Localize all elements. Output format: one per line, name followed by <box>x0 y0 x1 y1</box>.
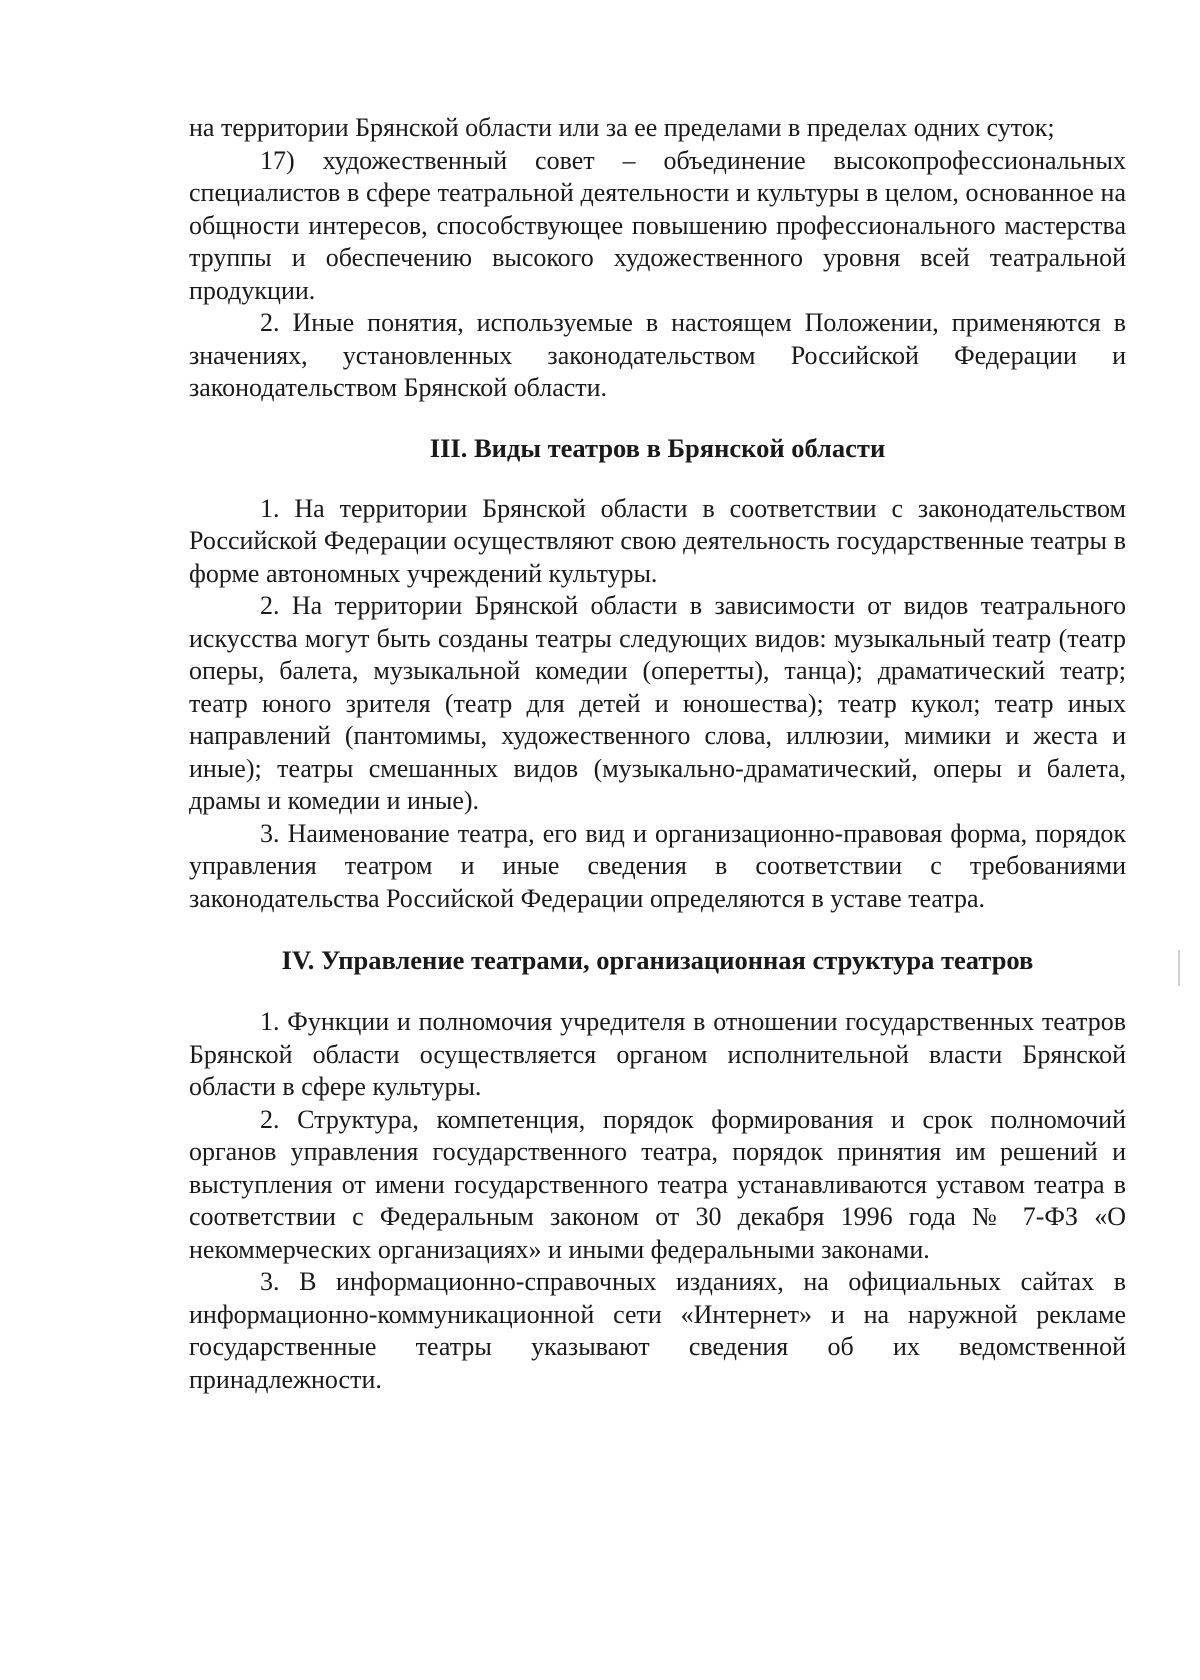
section-4-paragraph-1: 1. Функции и полномочия учредителя в отношении государственных театров Брянской области осуществляется органом исполнительной власти Брянской области в сфере культуры. <box>189 1007 1126 1101</box>
paragraph-continuation: на территории Брянской области или за ее пределами в пределах одних суток; <box>189 113 1055 142</box>
section-4-paragraph-2: 2. Структура, компетенция, порядок формирования и срок полномочий органов управления государственного театра, порядок принятия им решений и выступления от имени государственного театра устанавливаются уставом театра в соответствии с Федеральным законом от 30 декабря 1996 года № 7-ФЗ «О некоммерческих организациях» и иными федеральными законами. <box>189 1104 1126 1264</box>
section-3-paragraph-2: 2. На территории Брянской области в зависимости от видов театрального искусства могут быть созданы театры следующих видов: музыкальный театр (театр оперы, балета, музыкальной комедии (оперетты), танца); драматический театр; театр юного зрителя (театр для детей и юношества); театр кукол; театр иных направлений (пантомимы, художественного слова, иллюзии, мимики и жеста и иные); театры смешанных видов (музыкально-драматический, оперы и балета, драмы и комедии и иные). <box>189 591 1126 815</box>
paragraph-item-2: 2. Иные понятия, используемые в настоящем Положении, применяются в значениях, установленных законодательством Российской Федерации и законодательством Брянской области. <box>189 308 1126 402</box>
section-3-heading: III. Виды театров в Брянской области <box>429 432 886 463</box>
paragraph-item-17: 17) художественный совет – объединение высокопрофессиональных специалистов в сфере театральной деятельности и культуры в целом, основанное на общности интересов, способствующее повышению профессионального мастерства труппы и обеспечению высокого художественного уровня всей театральной продукции. <box>189 145 1126 305</box>
section-4-heading: IV. Управление театрами, организационная структура театров <box>281 945 1034 975</box>
scan-edge-mark <box>1178 950 1180 986</box>
section-4-paragraph-3: 3. В информационно-справочных изданиях, на официальных сайтах в информационно-коммуникационной сети «Интернет» и на наружной рекламе государственные театры указывают сведения об их ведомственной принадлежности. <box>189 1267 1126 1394</box>
section-3-paragraph-3: 3. Наименование театра, его вид и организационно-правовая форма, порядок управления театром и иные сведения в соответствии с требованиями законодательства Российской Федерации определяются в уставе театра. <box>189 818 1126 913</box>
section-3-paragraph-1: 1. На территории Брянской области в соответствии с законодательством Российской Федерации осуществляют свою деятельность государственные театры в форме автономных учреждений культуры. <box>189 493 1126 588</box>
